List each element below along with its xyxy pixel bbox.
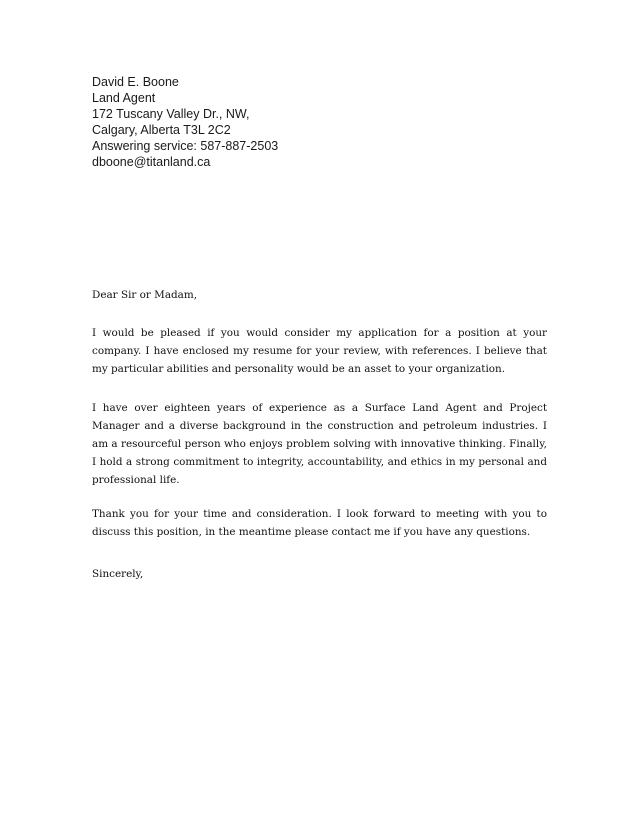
sender-name: David E. Boone [92, 75, 179, 89]
salutation: Dear Sir or Madam, [92, 289, 198, 301]
sender-address-line2: Calgary, Alberta T3L 2C2 [92, 123, 231, 137]
body-paragraph-2: I have over eighteen years of experience as a Surface Land Agent and Project Manager and a diverse background in the construction and petroleum industries. I am a resourceful person who enjoys problem solving with innovative thinking. Finally, I hold a strong commitment to integrity, accountability, and ethics in my personal and professional life. [92, 402, 547, 486]
closing: Sincerely, [92, 568, 144, 580]
sender-email: dboone@titanland.ca [92, 155, 211, 169]
body-paragraph-3: Thank you for your time and consideration. I look forward to meeting with you to discuss this position, in the meantime please contact me if you have any questions. [92, 508, 547, 538]
sender-block [92, 74, 552, 170]
sender-phone: Answering service: 587-887-2503 [92, 139, 279, 153]
sender-address-line1: 172 Tuscany Valley Dr., NW, [92, 107, 250, 121]
sender-title: Land Agent [92, 91, 156, 105]
body-paragraph-1: I would be pleased if you would consider my application for a position at your company. I have enclosed my resume for your review, with references. I believe that my particular abilities and personality would be an asset to your organization. [92, 327, 547, 375]
